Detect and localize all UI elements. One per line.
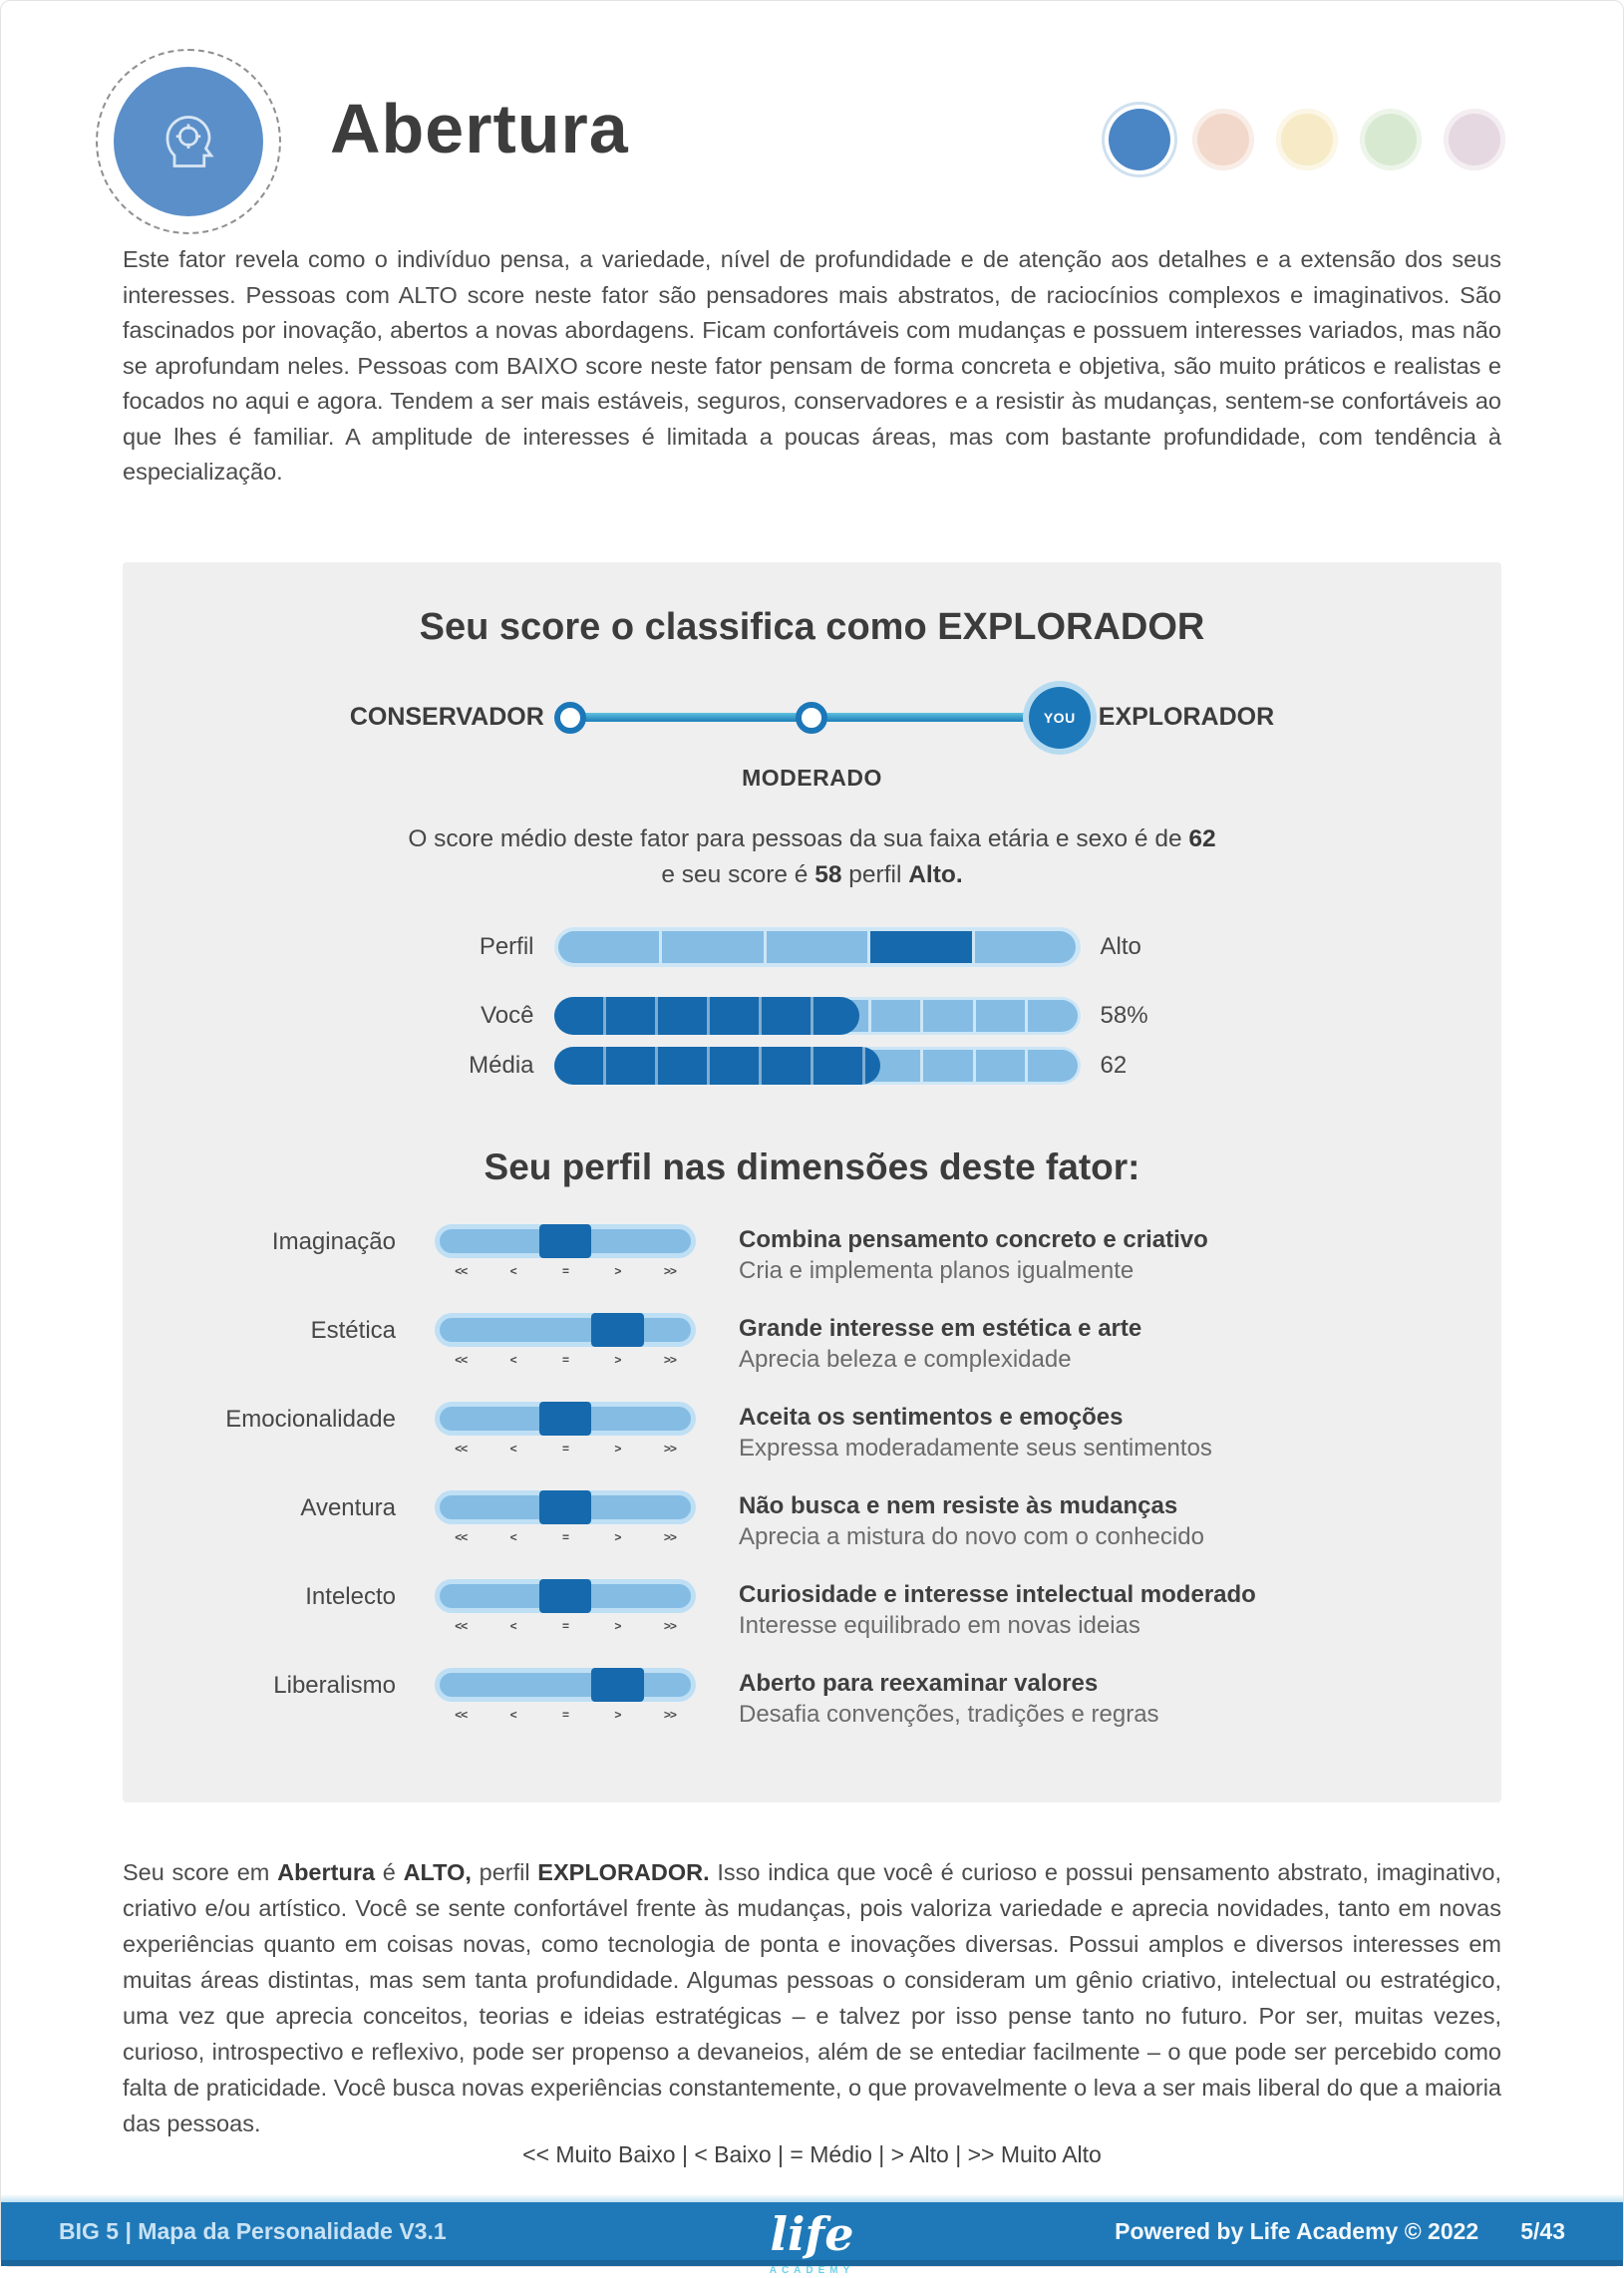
dimension-desc-line1: Combina pensamento concreto e criativo: [739, 1225, 1208, 1253]
dimension-level-marker: [591, 1668, 643, 1702]
perfil-bar-row: [147, 927, 1477, 967]
dimension-label: Imaginação: [271, 1227, 396, 1255]
dimension-level-marker: [539, 1224, 591, 1258]
life-academy-logo: [770, 2208, 855, 2278]
dimension-row-imaginacao: [147, 1224, 1477, 1286]
dimension-desc-line2: Desafia convenções, tradições e regras: [739, 1700, 1159, 1728]
voce-bar: [554, 997, 1081, 1035]
factor-badge: [96, 49, 281, 234]
perfil-bar-label: Perfil: [479, 932, 534, 960]
you-marker: YOU: [1029, 687, 1091, 749]
dimension-level-marker: [539, 1579, 591, 1613]
dimension-label: Estética: [310, 1316, 396, 1344]
scale-point-conservador: [554, 702, 586, 734]
openness-icon-circle: [114, 67, 263, 216]
perfil-bar: [554, 927, 1081, 967]
dimension-ticks: << < = > >>: [455, 1352, 676, 1367]
score-conclusion: Seu score em Abertura é ALTO, perfil EXPLORADOR. Isso indica que você é curioso e possui pensamento abstrato, imaginativo, criativo e/ou artístico. Você se sente confortável frente às mudanças, pois valoriza variedade e aprecia novidades, tanto em novas experiências quanto em coisas novas, como tecnologia de ponta e inovações diversas. Possui amplos e diversos interesses em muitas áreas distintas, mas sem tanta profundidade. Algumas pessoas o consideram um gênio criativo, intelectual ou estratégico, uma vez que aprecia conceitos, teorias e ideias estratégicas – e talvez por isso pense tanto no futuro. Por ser, muitas vezes, curioso, introspectivo e reflexivo, pode ser propenso a devaneios, além de se entediar facilmente – o que pode ser percebido como falta de praticidade. Você busca novas experiências constantemente, o que provavelmente o leva a ser mais liberal do que a maioria das pessoas.: [123, 1858, 1501, 2136]
dimension-desc-line1: Grande interesse em estética e arte: [739, 1314, 1142, 1342]
scale-line: [582, 713, 800, 722]
dimension-desc-line2: Aprecia a mistura do novo com o conhecido: [739, 1522, 1204, 1550]
dimension-ticks: << < = > >>: [455, 1618, 676, 1633]
dimension-row-emocionalidade: [147, 1402, 1477, 1464]
dimension-row-intelecto: [147, 1579, 1477, 1641]
dimension-bar: [435, 1402, 696, 1436]
dimension-desc-line1: Aceita os sentimentos e emoções: [739, 1403, 1124, 1431]
dimension-level-marker: [539, 1402, 591, 1436]
score-line1-text: O score médio deste fator para pessoas da sua faixa etária e sexo é de: [408, 824, 1189, 852]
dimension-bar: [435, 1490, 696, 1524]
dimension-label: Liberalismo: [273, 1671, 396, 1699]
classification-title: Seu score o classifica como EXPLORADOR: [419, 605, 1205, 648]
dimension-level-marker: [539, 1490, 591, 1524]
dimension-desc-line2: Interesse equilibrado em novas ideias: [739, 1611, 1140, 1639]
footer-page-number: 5/43: [1520, 2217, 1565, 2244]
factor-dot-2: [1192, 109, 1254, 170]
factor-progress-dots: [1109, 109, 1505, 170]
footer-bar: [1, 2202, 1623, 2277]
logo-wordmark: life: [770, 2207, 854, 2262]
dimension-row-aventura: [147, 1490, 1477, 1552]
scale-line: [823, 713, 1041, 722]
dimension-desc-line2: Expressa moderadamente seus sentimentos: [739, 1434, 1212, 1462]
average-score-value: 62: [1188, 824, 1216, 852]
score-line2-text: e seu score é: [661, 860, 815, 888]
dimension-row-estetica: [147, 1313, 1477, 1375]
score-bars: [147, 927, 1477, 1085]
dimension-ticks: << < = > >>: [455, 1441, 676, 1456]
page-title: Abertura: [330, 90, 629, 167]
profile-level-value: Alto.: [908, 860, 963, 888]
media-bar-label: Média: [469, 1051, 534, 1079]
media-bar-fill: [554, 1047, 880, 1085]
footer-gradient-strip: [1, 2194, 1623, 2203]
dimension-label: Aventura: [300, 1493, 396, 1521]
head-thought-icon: [147, 100, 230, 183]
media-bar: [554, 1047, 1081, 1085]
dimension-level-marker: [591, 1313, 643, 1347]
footer-report-title: BIG 5 | Mapa da Personalidade V3.1: [59, 2217, 447, 2244]
factor-dot-4: [1360, 109, 1422, 170]
classification-scale: [147, 687, 1477, 749]
voce-bar-label: Você: [481, 1001, 534, 1029]
voce-bar-fill: [554, 997, 859, 1035]
dimensions-title: Seu perfil nas dimensões deste fator:: [484, 1145, 1140, 1187]
scale-legend: << Muito Baixo | < Baixo | = Médio | > Alto | >> Muito Alto: [522, 2140, 1102, 2167]
page-header: [1, 1, 1623, 212]
conclusion-level: ALTO,: [403, 1858, 472, 1885]
footer-powered-by: Powered by Life Academy © 2022: [1115, 2217, 1479, 2244]
factor-description: Este fator revela como o indivíduo pensa, a variedade, nível de profundidade e de atenção aos detalhes e a extensão dos seus interesses. Pessoas com ALTO score neste fator são pensadores mais abstratos, de raciocínios complexos e imaginativos. São fascinados por inovação, abertos a novas abordagens. Ficam confortáveis com mudanças e possuem interesses variados, mas não se aprofundam neles. Pessoas com BAIXO score neste fator pensam de forma concreta e objetiva, são muito práticos e realistas e focados no aqui e agora. Tendem a ser mais estáveis, seguros, conservadores e a resistir às mudanças, sentem-se confortáveis ao que lhes é familiar. A amplitude de interesses é limitada a poucas áreas, mas com bastante profundidade, com tendência à especialização.: [123, 246, 1501, 485]
user-score-value: 58: [814, 860, 842, 888]
media-bar-value: 62: [1100, 1051, 1128, 1079]
logo-subtitle: ACADEMY: [769, 2265, 855, 2277]
conclusion-factor-name: Abertura: [277, 1858, 376, 1885]
dimension-desc-line1: Aberto para reexaminar valores: [739, 1669, 1099, 1697]
dimension-desc-line1: Curiosidade e interesse intelectual moderado: [739, 1580, 1256, 1608]
perfil-bar-value: Alto: [1100, 932, 1141, 960]
score-summary-text: [147, 821, 1477, 893]
dimension-desc-line2: Aprecia beleza e complexidade: [739, 1345, 1072, 1373]
dimension-ticks: << < = > >>: [455, 1707, 676, 1722]
dimensions-list: [147, 1224, 1477, 1730]
dimension-bar: [435, 1668, 696, 1702]
dimension-bar: [435, 1224, 696, 1258]
scale-mid-label-row: [147, 765, 1477, 792]
media-bar-row: [147, 1047, 1477, 1085]
dimension-bar: [435, 1579, 696, 1613]
score-panel: [123, 562, 1501, 1802]
dimension-desc-line1: Não busca e nem resiste às mudanças: [739, 1491, 1178, 1519]
dimension-label: Emocionalidade: [225, 1405, 396, 1433]
dimension-label: Intelecto: [305, 1582, 396, 1610]
conclusion-profile: EXPLORADOR.: [537, 1858, 710, 1885]
dimension-desc-line2: Cria e implementa planos igualmente: [739, 1256, 1135, 1284]
score-line2-mid: perfil: [841, 860, 909, 888]
factor-dot-3: [1276, 109, 1338, 170]
scale-mid-label: MODERADO: [742, 764, 882, 791]
scale-left-label: CONSERVADOR: [349, 703, 544, 731]
voce-bar-row: [147, 997, 1477, 1035]
voce-bar-value: 58%: [1100, 1001, 1148, 1029]
dimension-ticks: << < = > >>: [455, 1529, 676, 1544]
scale-right-label: EXPLORADOR: [1098, 703, 1275, 731]
factor-dot-1-active: [1109, 109, 1170, 170]
dimension-ticks: << < = > >>: [455, 1263, 676, 1278]
dimension-row-liberalismo: [147, 1668, 1477, 1730]
factor-dot-5: [1444, 109, 1505, 170]
scale-point-moderado: [796, 702, 827, 734]
dimension-bar: [435, 1313, 696, 1347]
